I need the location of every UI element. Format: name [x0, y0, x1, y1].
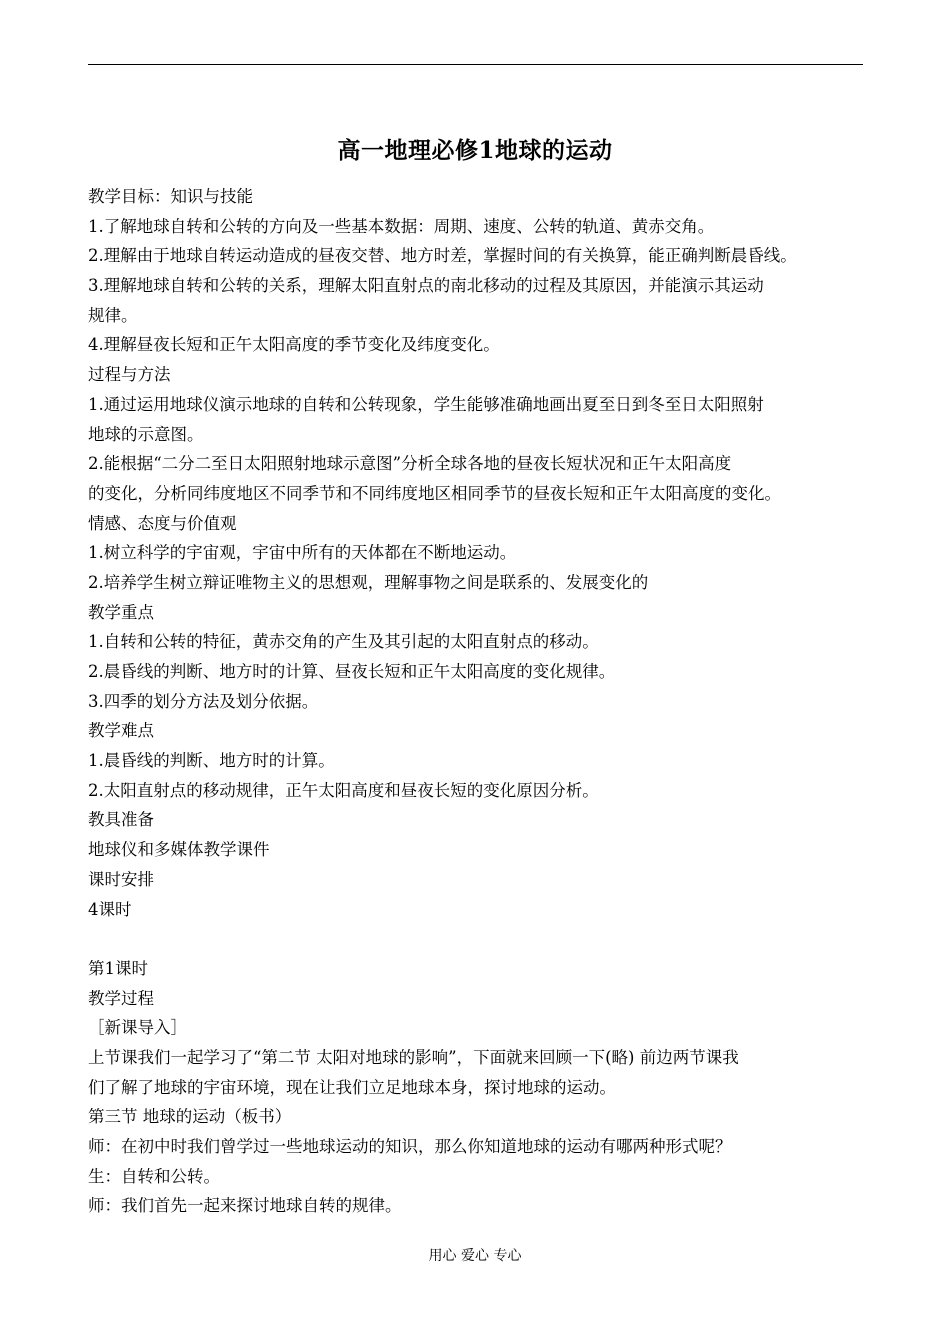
text-line: 1.了解地球自转和公转的方向及一些基本数据：周期、速度、公转的轨道、黄赤交角。: [88, 216, 715, 236]
text-line: 1.自转和公转的特征，黄赤交角的产生及其引起的太阳直射点的移动。: [88, 632, 599, 652]
text-line: 师：在初中时我们曾学过一些地球运动的知识，那么你知道地球的运动有哪两种形式呢？: [88, 1137, 732, 1156]
text-line: 地球的示意图。: [88, 424, 204, 444]
text-line: 过程与方法: [88, 365, 171, 385]
text-line: 课时安排: [88, 869, 154, 889]
text-line: 2.太阳直射点的移动规律，正午太阳高度和昼夜长短的变化原因分析。: [88, 780, 599, 800]
text-line: 们了解了地球的宇宙环境，现在让我们立足地球本身，探讨地球的运动。: [88, 1077, 616, 1097]
text-line: 生：自转和公转。: [88, 1166, 220, 1186]
text-line: ［新课导入］: [88, 1018, 187, 1038]
document-title: 高一地理必修1地球的运动: [337, 137, 613, 164]
text-line: 上节课我们一起学习了“第二节 太阳对地球的影响”，下面就来回顾一下(略) 前边两节课我: [88, 1047, 739, 1067]
text-line: 1.通过运用地球仪演示地球的自转和公转现象，学生能够准确地画出夏至日到冬至日太阳照射: [88, 394, 764, 414]
text-line: 教学目标：知识与技能: [88, 187, 253, 206]
header-rule: [88, 64, 863, 65]
blank-line: [88, 924, 878, 954]
document-body: [88, 182, 878, 1221]
text-line: 的变化，分析同纬度地区不同季节和不同纬度地区相同季节的昼夜长短和正午太阳高度的变化。: [88, 483, 781, 503]
text-line: 教学难点: [88, 721, 154, 741]
text-line: 教学过程: [88, 988, 154, 1008]
text-line: 规律。: [88, 305, 138, 325]
text-line: 2.培养学生树立辩证唯物主义的思想观，理解事物之间是联系的、发展变化的: [88, 572, 649, 592]
text-line: 2.晨昏线的判断、地方时的计算、昼夜长短和正午太阳高度的变化规律。: [88, 662, 616, 681]
text-line: 2.理解由于地球自转运动造成的昼夜交替、地方时差，掌握时间的有关换算，能正确判断晨昏线。: [88, 246, 797, 266]
text-line: 师：我们首先一起来探讨地球自转的规律。: [88, 1196, 402, 1216]
text-line: 教学重点: [88, 602, 154, 622]
text-line: 4.理解昼夜长短和正午太阳高度的季节变化及纬度变化。: [88, 335, 500, 355]
text-line: 4课时: [88, 899, 132, 919]
text-line: 1.晨昏线的判断、地方时的计算。: [88, 751, 335, 771]
text-line: 3.理解地球自转和公转的关系，理解太阳直射点的南北移动的过程及其原因，并能演示其运动: [88, 276, 764, 296]
page-footer: 用心 爱心 专心: [428, 1248, 522, 1264]
text-line: 3.四季的划分方法及划分依据。: [88, 691, 319, 711]
text-line: 第1课时: [88, 958, 148, 978]
text-line: 1.树立科学的宇宙观，宇宙中所有的天体都在不断地运动。: [88, 543, 517, 563]
text-line: 情感、态度与价值观: [88, 513, 237, 533]
text-line: 教具准备: [88, 810, 154, 830]
text-line: 第三节 地球的运动（板书）: [88, 1107, 292, 1127]
text-line: 2.能根据“二分二至日太阳照射地球示意图”分析全球各地的昼夜长短状况和正午太阳高度: [88, 454, 732, 474]
text-line: 地球仪和多媒体教学课件: [88, 840, 270, 860]
